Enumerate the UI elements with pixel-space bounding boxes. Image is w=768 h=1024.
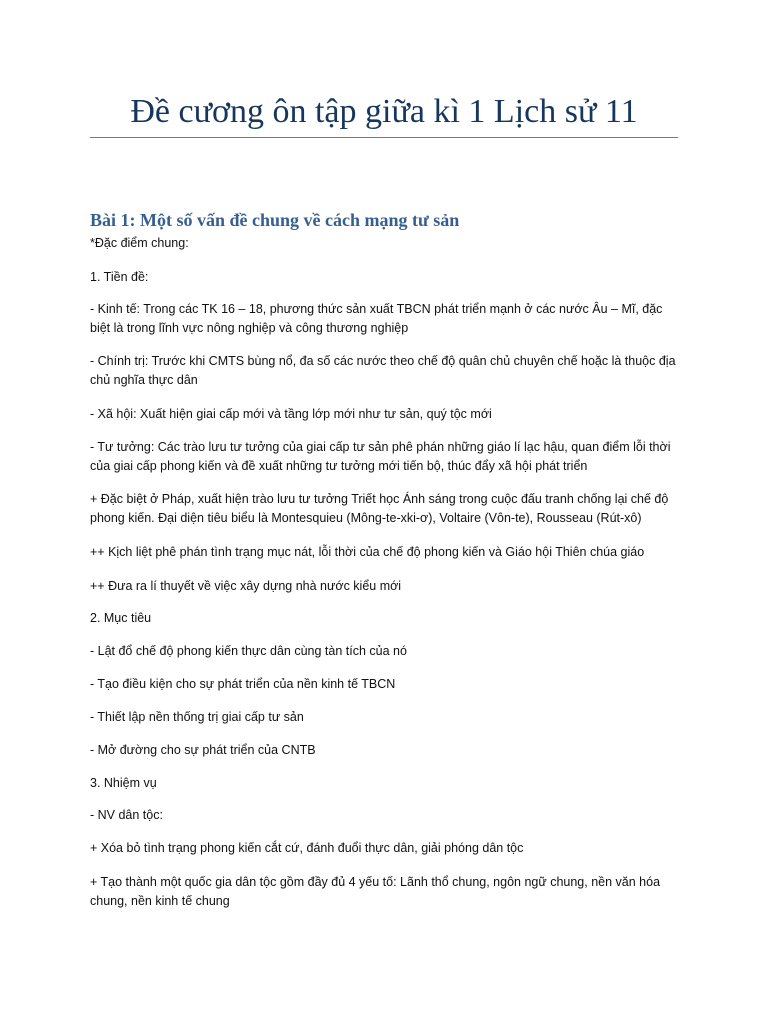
paragraph-line: ++ Kịch liệt phê phán tình trạng mục nát, lỗi thời của chế độ phong kiến và Giáo hội Thiên chúa giáo <box>90 545 645 559</box>
paragraph-line: phong kiến. Đại diện tiêu biểu là Montesquieu (Mông-te-xki-ơ), Voltaire (Vôn-te), Rousseau (Rút-xô) <box>90 511 642 525</box>
paragraph-line: ++ Đưa ra lí thuyết về việc xây dựng nhà nước kiểu mới <box>90 579 402 593</box>
paragraph-mo-duong <box>90 741 690 760</box>
paragraph-line: biệt là trong lĩnh vực nông nghiệp và công thương nghiệp <box>90 321 409 335</box>
paragraph-lat-do <box>90 642 690 661</box>
paragraph-thiet-lap <box>90 708 690 727</box>
paragraph-nhiem-vu <box>90 774 690 793</box>
paragraph-line: 2. Mục tiêu <box>90 611 152 625</box>
paragraph-nv-dan-toc <box>90 806 690 825</box>
section-heading: Bài 1: Một số vấn đề chung về cách mạng tư sản <box>90 210 460 230</box>
paragraph-xa-hoi <box>90 405 690 424</box>
paragraph-tao-dieu-kien <box>90 675 690 694</box>
paragraph-li-thuyet <box>90 577 690 596</box>
paragraph-line: + Tạo thành một quốc gia dân tộc gồm đầy đủ 4 yếu tố: Lãnh thổ chung, ngôn ngữ chung, nền văn hóa <box>90 875 661 889</box>
paragraph-line: - Mở đường cho sự phát triển của CNTB <box>90 743 316 757</box>
paragraph-line: 3. Nhiệm vụ <box>90 776 157 790</box>
paragraph-phap <box>90 490 690 528</box>
paragraph-line: + Xóa bỏ tình trạng phong kiến cắt cứ, đánh đuổi thực dân, giải phóng dân tộc <box>90 841 524 855</box>
paragraph-line: chung, nền kinh tế chung <box>90 894 230 908</box>
title-underline <box>90 137 678 138</box>
paragraph-chinh-tri <box>90 352 690 390</box>
paragraph-line: chủ nghĩa thực dân <box>90 373 198 387</box>
paragraph-quoc-gia <box>90 873 690 911</box>
paragraph-line: - Tạo điều kiện cho sự phát triển của nền kinh tế TBCN <box>90 677 396 691</box>
paragraph-line: - Chính trị: Trước khi CMTS bùng nổ, đa số các nước theo chế độ quân chủ chuyên chế hoặc là thuộc địa <box>90 354 676 368</box>
document-title: Đề cương ôn tập giữa kì 1 Lịch sử 11 <box>130 93 638 130</box>
paragraph-phe-phan <box>90 543 690 562</box>
paragraph-line: - Lật đổ chế độ phong kiến thực dân cùng tàn tích của nó <box>90 644 407 658</box>
paragraph-line: - Kinh tế: Trong các TK 16 – 18, phương thức sản xuất TBCN phát triển mạnh ở các nước Âu – Mĩ, đặc <box>90 302 663 316</box>
paragraph-line: - NV dân tộc: <box>90 808 163 822</box>
paragraph-line: + Đặc biệt ở Pháp, xuất hiện trào lưu tư tưởng Triết học Ánh sáng trong cuộc đấu tranh chống lại chế độ <box>90 492 669 506</box>
paragraph-xoa-bo <box>90 839 690 858</box>
paragraph-line: của giai cấp phong kiến và đề xuất những tư tưởng mới tiến bộ, thúc đẩy xã hội phát triển <box>90 459 588 473</box>
paragraph-dac-diem <box>90 234 690 253</box>
paragraph-line: - Thiết lập nền thống trị giai cấp tư sản <box>90 710 304 724</box>
paragraph-line: 1. Tiền đề: <box>90 270 149 284</box>
paragraph-line: - Tư tưởng: Các trào lưu tư tưởng của giai cấp tư sản phê phán những giáo lí lạc hậu, quan điểm lỗi thời <box>90 440 671 454</box>
paragraph-tu-tuong <box>90 438 690 476</box>
paragraph-line: - Xã hội: Xuất hiện giai cấp mới và tầng lớp mới như tư sản, quý tộc mới <box>90 407 492 421</box>
paragraph-tien-de <box>90 268 690 287</box>
paragraph-muc-tieu <box>90 609 690 628</box>
paragraph-kinh-te <box>90 300 690 338</box>
paragraph-line: *Đặc điểm chung: <box>90 236 189 250</box>
